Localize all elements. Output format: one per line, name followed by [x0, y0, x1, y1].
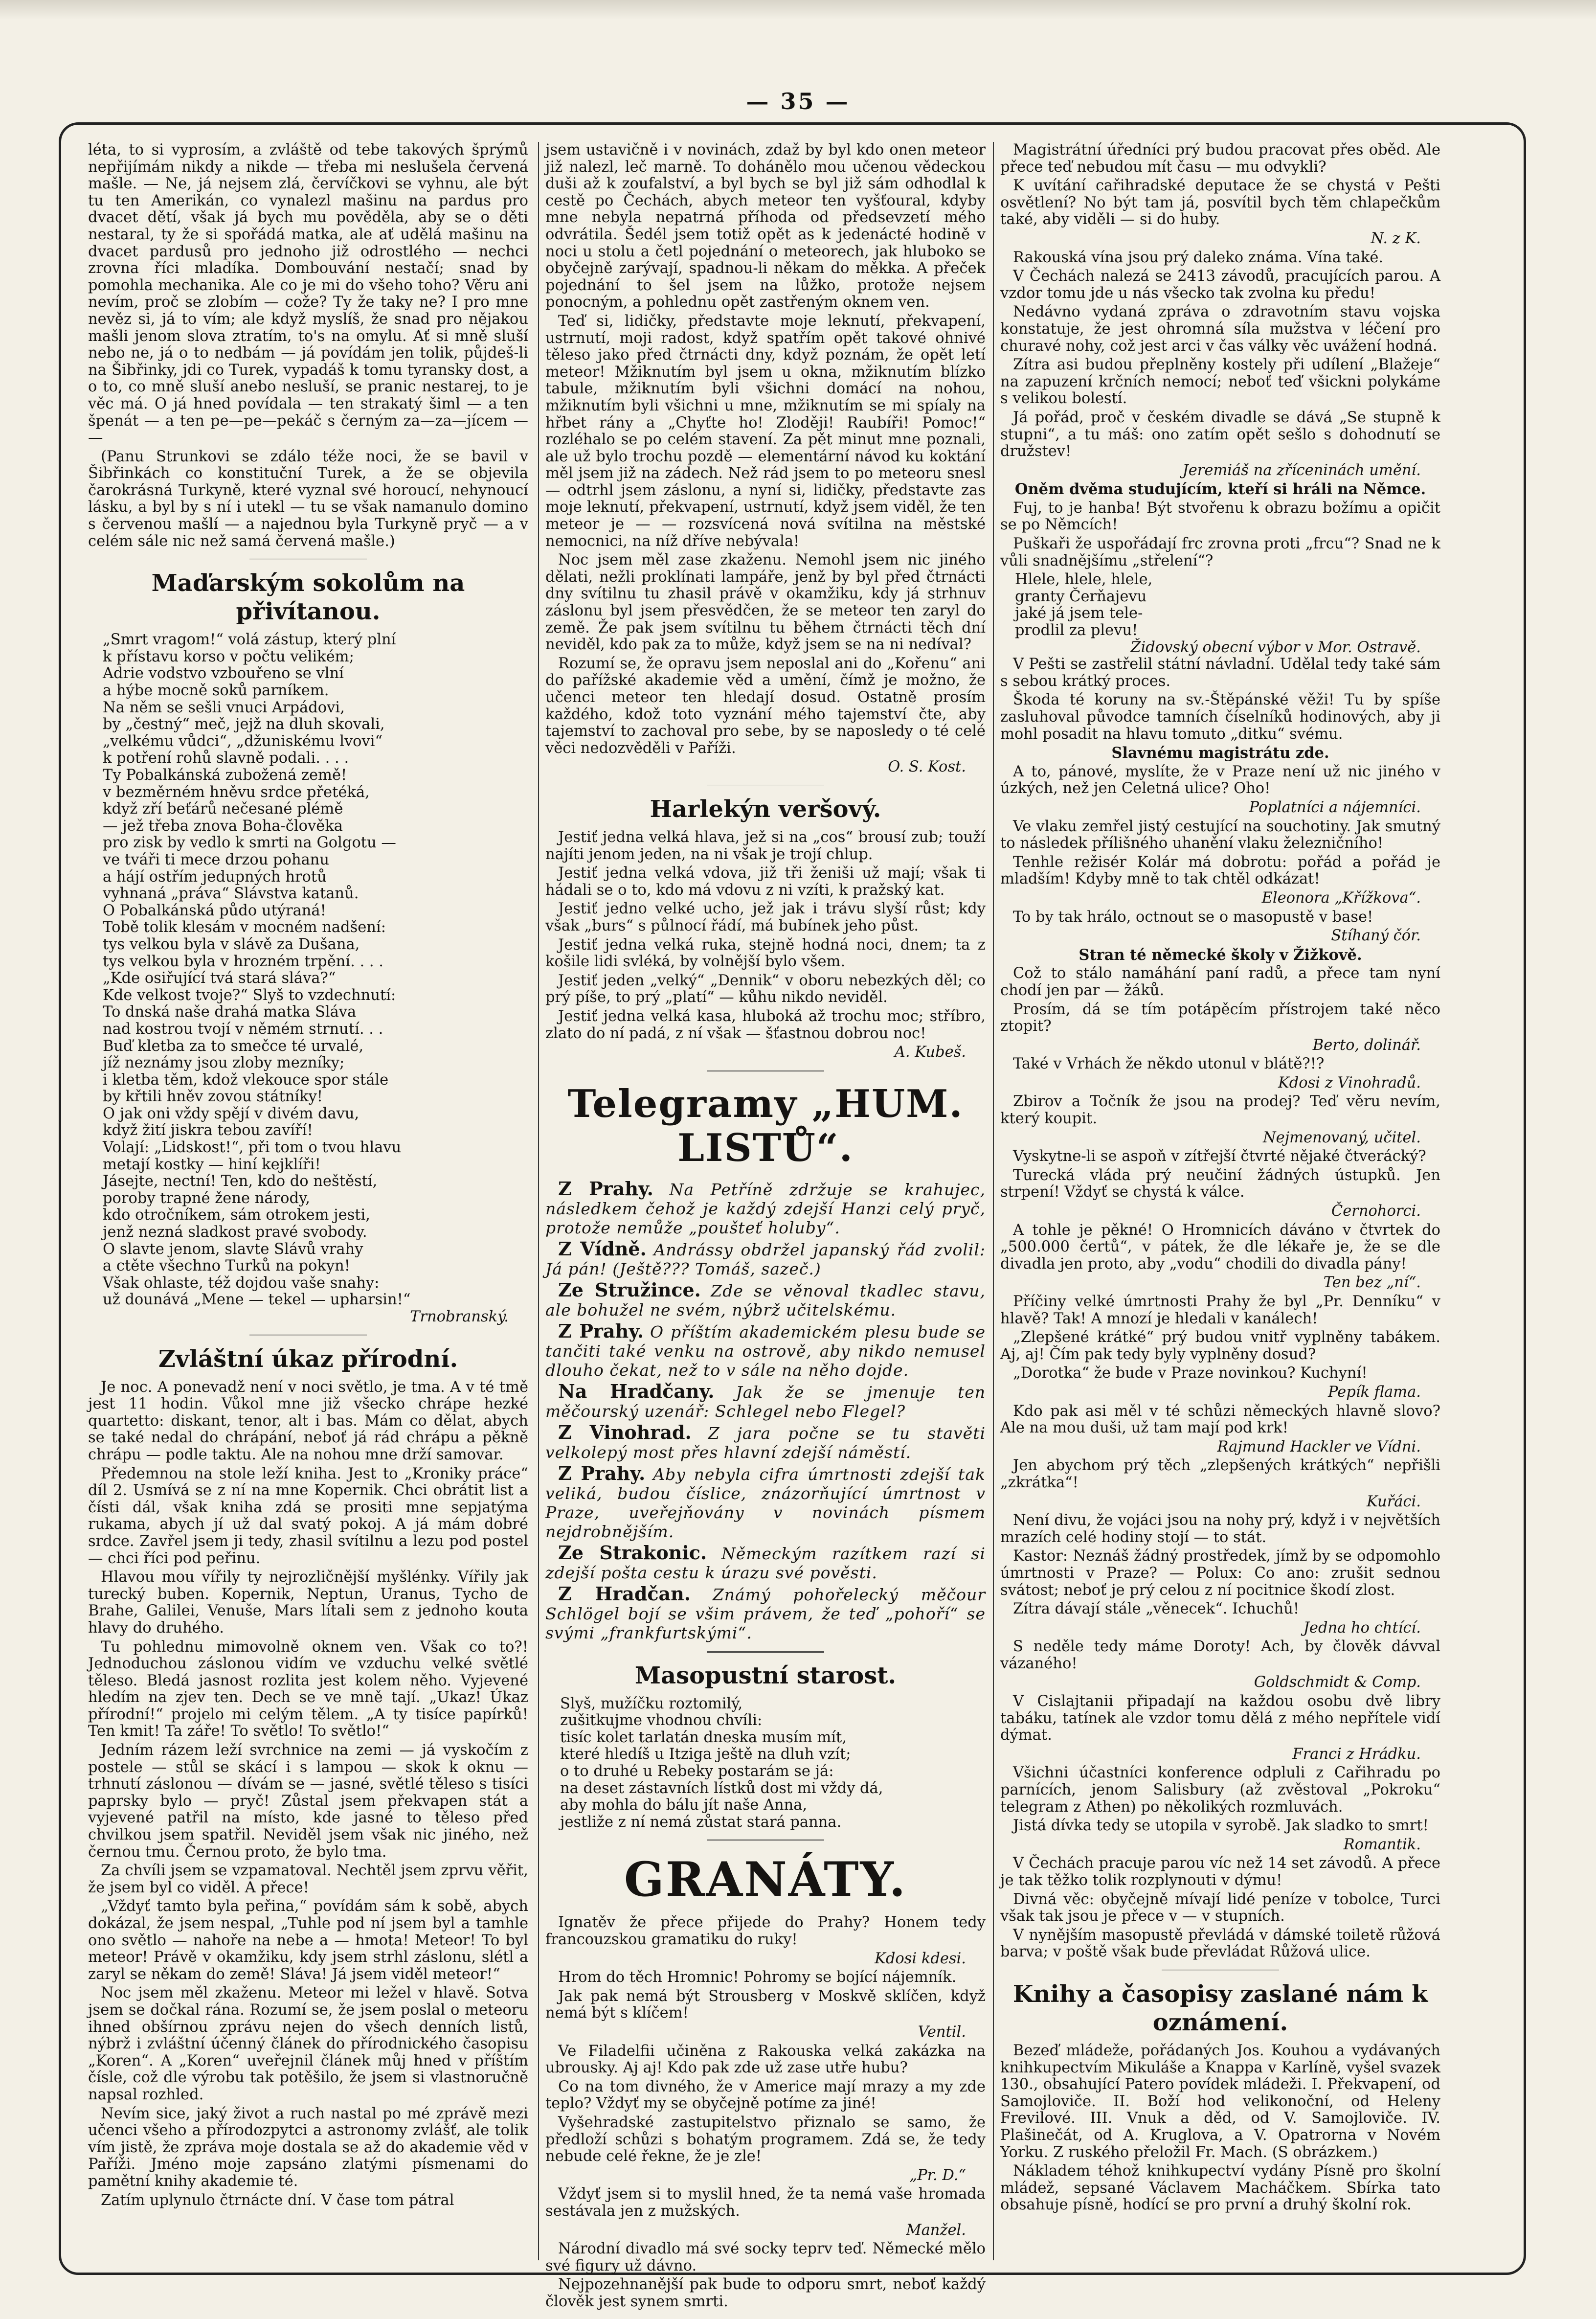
telegram-place: Z Prahy.	[558, 1462, 646, 1484]
article-text: Já pořád, proč v českém divadle se dává „Se stupně k stupni“, a tu máš: ono zatím opět sešlo s dohodnutí se družstev!	[1000, 409, 1440, 460]
column-divider	[538, 142, 539, 2260]
article-text: Vyskytne-li se aspoň v zítřejší čtvrté nějaké čtverácký?	[1013, 1148, 1426, 1165]
telegram-place: Z Prahy.	[558, 1319, 644, 1342]
article-text: Divná věc: obyčejně mívají lidé peníze v tobolce, Turci však tak jsou je přece v — v stupních.	[1000, 1890, 1440, 1925]
section-title: Harlekýn veršový.	[650, 795, 881, 823]
telegram-place: Z Vinohrad.	[558, 1421, 692, 1443]
article-text: A tohle je pěkné! O Hromnicích dáváno v čtvrtek do „500.000 čertů“, v pátek, že dle lékaře je, že se dle divadla jen proto, aby „vodu“ chodili do divadla pány!	[1000, 1221, 1440, 1273]
telegram-item	[545, 1543, 986, 1582]
verse-line: i kletba těm, kdož vlekouce spor stále	[103, 1071, 389, 1089]
article-text: Všichni účastníci konference odpluli z Cařihradu po parnících, jenom Salisbury (až zvěstoval „Pokroku“ telegram z Athen) po několikých rozmluvách.	[1000, 1764, 1440, 1816]
signature: Pepík flama.	[1328, 1383, 1421, 1401]
verse-line: tisíc kolet tarlatán dneska musím mít,	[560, 1728, 847, 1746]
verse-line: zušitkujme vhodnou chvíli:	[560, 1712, 763, 1729]
verse-line: a hýbe mocně soků parníkem.	[103, 682, 329, 700]
article-text: Hrom do těch Hromnic! Pohromy se bojící nájemník.	[558, 1969, 957, 1986]
verse-line: na deset zástavních lístků dost mi vždy dá,	[560, 1779, 883, 1797]
article-text: Nejpozehnanější pak bude to odporu smrt, neboť každý člověk jest synem smrti.	[545, 2276, 986, 2310]
verse-line: Volají: „Lidskost!“, při tom o tvou hlavu	[103, 1139, 402, 1157]
section-divider	[707, 1070, 824, 1071]
signature: Jeremiáš na zříceninách umění.	[1182, 461, 1421, 479]
telegram-text: Jak že se jmenuje ten měčourský uzenář: Schlegel nebo Flegel?	[545, 1382, 986, 1421]
signature: Romantik.	[1343, 1836, 1421, 1853]
article-text: V Čechách nalezá se 2413 závodů, pracujících parou. A vzdor tomu jde u nás všecko tak zvolna ku předu!	[1000, 268, 1440, 302]
epigram: Jestiť jedna velká vdova, již tři ženiši už mají; však ti hádali se o to, kdo má vdovu z ni vzíti, k pražský kat.	[545, 864, 986, 899]
signature: Poplatníci a nájemníci.	[1249, 798, 1421, 816]
telegram-item	[545, 1382, 986, 1421]
article-text: Za chvíli jsem se vzpamatoval. Nechtěl jsem zprvu věřit, že jsem byl co viděl. A přece!	[88, 1862, 528, 1896]
section-signature: A. Kubeš.	[894, 1044, 966, 1061]
epigram: Jestiť jeden „velký“ „Dennik“ v oboru nebezkých děl; co prý píše, to prý „platí“ — kůhu nikdo neviděl.	[545, 972, 986, 1006]
article-text: V nynějším masopustě převládá v dámské toiletě růžová barva; v poště však bude převládat Růžová ulice.	[1000, 1926, 1440, 1961]
article-text: Co na tom divného, že v Americe mají mrazy a my zde teplo? Vždyť my se obyčejně potíme za jiné!	[545, 2078, 986, 2113]
page-number: — 35 —	[746, 88, 850, 114]
article-text: V Čechách pracuje parou víc než 14 set závodů. A přece je tak těžko tolik rozplynouti v dýmu!	[1000, 1855, 1440, 1889]
article-text: Tu pohlednu mimovolně oknem ven. Však co to?! Jednoduchou záslonou vidím ve vzduchu velké světlé těleso. Bledá jasnost rozlita jest kolem něho. Vyjevené hledím na zjev ten. Dech se ve mně tají. „Ukaz! Úkaz přírodní!“ projelo mi celým tělem. „A ty tisíce papírků! Ten kmit! Ta záře! To světlo! To světlo!“	[88, 1638, 528, 1740]
verse-line: by křtili hněv zovou státníky!	[103, 1088, 323, 1106]
article-text: Zbirov a Točník že jsou na prodej? Teď věru nevím, který koupit.	[1000, 1093, 1440, 1128]
signature: Nejmenovaný, učitel.	[1262, 1129, 1421, 1146]
telegram-place: Z Hradčan.	[558, 1582, 691, 1605]
article-text: Není divu, že vojáci jsou na nohy prý, když i v největších mrazích celé hodiny stojí — to stát.	[1000, 1512, 1440, 1546]
verse-line: o to druhé u Rebeky postarám se já:	[560, 1763, 834, 1780]
section-divider	[707, 1840, 824, 1841]
epigram: Jestiť jedna velká ruka, stejně hodná noci, dnem; ta z košile lidi svléká, by volnější bylo všem.	[545, 936, 986, 971]
scan-edge	[0, 0, 1596, 20]
article-signature: O. S. Kost.	[888, 758, 966, 776]
verse-line: „Kde osiřující tvá stará sláva?“	[103, 970, 336, 987]
article-text: Zítra dávají stále „věnecek“. Ichuchů!	[1013, 1600, 1300, 1618]
section-title: Knihy a časopisy zaslané nám k oznámení.	[1012, 1980, 1428, 2036]
article-text: Noc jsem měl zase zkaženu. Nemohl jsem nic jiného dělati, nežli proklínati lampáře, jenž by byl před čtrnácti dny svítilnu tu zhasil právě v okamžiku, kdy já strhnuv záslonu byl jsem přesvědčen, že se meteor ten zaryl do země. Že pak jsem svítilnu tu během čtrnácti těch dní neviděl, kdo pak za to může, když jsem se na ni nedíval?	[545, 551, 986, 654]
verse-line: poroby trapné žene národy,	[103, 1189, 310, 1207]
article-text: jsem ustavičně i v novinách, zdaž by byl kdo onen meteor již nalezl, leč marně. To dohánělo mou učenou vědeckou duši až k zoufalství, a byl bych se byl již sám odhodlal k cestě po Čechách, abych meteor ten vyšťoural, kdyby mne nebyla nepatrná příhoda od předsevzetí mého odvrátila. Šedél jsem totiž opět as k jedenácté hodině v noci u stolu a četl pojednání o meteorech, jak hluboko se obyčejně zarývají, spadnou-li někam do měkka. A přeček pojednání to šel jsem na lůžko, protože nejsem ponocným, a pohlednu opět zastřeným oknem ven.	[545, 141, 986, 311]
verse-line: jaké já jsem tele-	[1015, 605, 1143, 622]
article-text: „Dorotka“ že bude v Praze novinkou? Kuchyní!	[1013, 1364, 1368, 1382]
verse-line: v bezměrném hněvu srdce přetéká,	[103, 783, 370, 801]
article-text: léta, to si vyprosím, a zvláště od tebe takových šprýmů nepřijímám nikdy a nikde — třeba mi neslušela červená mašle. — Ne, já nejsem zlá, červíčkovi se vyhnu, ale být tu ten Amerikán, co vynalezl mašinu na pardus pro dvacet dětí, však já bych mu pověděla, aby se o děti nestaral, ty že si spořádá matka, ale ať udělá mašinu na dvacet pardusů pro jednoho již odrostlého — nechci zrovna říci mladíka. Dombouvání nestačí; snad by pomohla mechanika. Ale co je mi do všeho toho? Věru ani nevím, proč se zlobím — cože? Ty že taky ne? I pro mne nevěz si, já to vím; ale když myslíš, že snad pro nějakou mašli jenom slova ztratím, to's na omylu. Ať si mně sluší nebo ne, já o to nedbám — já povídám jen tolik, půjdeš-li na Šibřinky, jdi co Turek, vypadáš k tomu tyransky dost, a o to, co mně sluší anebo nesluší, se pranic nestarej, to je věc má. O já hned povídala — ten strakatý šiml — a ten špenát — a ten pe—pe—pekáč s černým za—za—jícem — —	[88, 141, 528, 447]
signature: N. z K.	[1371, 229, 1421, 247]
telegram-text: Na Petříně zdržuje se krahujec, následkem čehož je každý zdejší Hanzi celý pryč, protože nemůže „poušteť holuby“.	[545, 1180, 986, 1237]
verse-line: nad kostrou tvojí v němém strnutí. . .	[103, 1020, 383, 1038]
verse-line: Však ohlaste, též dojdou vaše snahy:	[103, 1274, 380, 1292]
column-divider	[993, 142, 994, 2260]
verse-line: pro zisk by vedlo k smrti na Golgotu —	[103, 834, 396, 852]
verse-line: Na něm se sešli vnuci Arpádovi,	[103, 699, 345, 716]
article-text: Ve Filadelfii učiněna z Rakouska velká zakázka na ubrousky. Aj aj! Kdo pak zde už zase utře hubu?	[545, 2042, 986, 2077]
verse-line: „velkému vůdci“, „džuniskému lvovi“	[103, 732, 383, 750]
telegram-text: O příštím akademickém plesu bude se tančiti také venku na ostrově, aby nikdo nemusel dlouho čekat, než to v sále na něho dojde.	[545, 1322, 986, 1380]
article-text: Což to stálo namáhání paní radů, a přece tam nyní chodí jen par — žáků.	[1000, 965, 1440, 999]
verse-line: To dnská naše drahá matka Sláva	[103, 1003, 357, 1021]
article-text: „Zlepšené krátké“ prý budou vnitř vyplněny tabákem. Aj, aj! Čím pak tedy byly vyplněny dosud?	[1000, 1329, 1440, 1363]
signature: Eleonora „Křížkova“.	[1261, 889, 1421, 907]
verse-line: kdo otročníkem, sám otrokem jesti,	[103, 1206, 370, 1224]
article-text: Ignatěv že přece přijede do Prahy? Honem tedy francouzskou gramatiku do ruky!	[545, 1914, 986, 1949]
article-text: Noc jsem měl zkaženu. Meteor mi ležel v hlavě. Sotva jsem se dočkal rána. Rozumí se, že jsem poslal o meteoru ihned obšírnou zprávu nejen do všech denních listů, nýbrž i zvláštní účenný článek do přírodnického časopisu „Koren“. A „Koren“ uveřejnil článek můj hned v příštím čísle, což dle výrobu tak potěšilo, že jsem si vlastnoručně napsal rozhled.	[88, 1984, 528, 2103]
article-text: A to, pánové, myslíte, že v Praze není už nic jiného v úzkých, než jen Celetná ulice? Oho!	[1000, 763, 1440, 797]
verse-line: k přístavu korso v počtu velikém;	[103, 648, 354, 665]
column-1	[88, 142, 528, 2260]
verse-line: jestliže z ní nemá zůstat stará panna.	[560, 1813, 842, 1831]
article-text: Škoda té koruny na sv.-Štěpánské věži! Tu by spíše zasluhoval původce tamních číselníků hodinových, aby ji mohl posadit na hlavu tomuto „ditku“ svému.	[1000, 691, 1440, 743]
article-text: Jistá dívka tedy se utopila v syrobě. Jak sladko to smrt!	[1013, 1817, 1429, 1835]
article-text: V Cislajtanii připadají na každou osobu dvě libry tabáku, tatínek ale vzdor tomu dělá z mého nepřítele vidí dýmat.	[1000, 1693, 1440, 1744]
article-text: To by tak hrálo, octnout se o masopustě v base!	[1013, 908, 1373, 926]
column-3	[1000, 142, 1440, 2260]
verse-line: Tobě tolik klesám v mocném nadšení:	[103, 919, 386, 936]
article-text: Jen abychom prý těch „zlepšených krátkých“ nepřišli „zkrátka“!	[1000, 1457, 1440, 1491]
telegram-item	[545, 1321, 986, 1380]
column-2	[545, 141, 986, 2310]
verse-line: metají kostky — hiní kejklíři!	[103, 1156, 321, 1173]
section-divider	[1162, 1970, 1279, 1971]
verse-line: prodlil za plevu!	[1015, 622, 1138, 639]
section-title-granaty: GRANÁTY.	[624, 1852, 907, 1908]
signature: Jedna ho chtící.	[1303, 1619, 1421, 1637]
poem-body	[545, 1696, 986, 1831]
article-text: Prosím, dá se tím potápěcím přístrojem také něco ztopit?	[1000, 1000, 1440, 1035]
article-text: „Vždyť tamto byla peřina,“ povídám sám k sobě, abych dokázal, že jsem nespal, „Tuhle pod ní jsem byl a tamhle ono světlo — nahoře na nebe a — hmota! Meteor! To byl meteor! Právě v okamžiku, kdy jsem strhl záslonu, slétl a zaryl se někam do země! Sláva! Já jsem viděl meteor!“	[88, 1898, 528, 1983]
poem-title: Maďarským sokolům na přivítanou.	[151, 569, 465, 626]
verse-line: tys velkou byla v hrozném trpění. . . .	[103, 953, 384, 970]
signature: Berto, dolinář.	[1312, 1036, 1421, 1054]
verse-line: — jež třeba znova Boha-člověka	[103, 817, 343, 835]
article-text: Příčiny velké úmrtnosti Prahy že byl „Pr. Denníku“ v hlavě? Tak! A mnozí je hledali v kanálech!	[1000, 1293, 1440, 1327]
telegram-text: Andrássy obdržel japanský řád zvolil: Já pán! (Ještě??? Tomáš, sazeč.)	[545, 1240, 986, 1278]
subheading: Oněm dvěma studujícím, kteří si hráli na Němce.	[1014, 480, 1426, 499]
section-divider	[707, 1651, 824, 1653]
verse-line: a ctěte všechno Turků na pokyn!	[103, 1257, 351, 1275]
telegram-place: Ze Stružince.	[558, 1278, 701, 1301]
verse-line: už dounává „Mene — tekel — upharsin!“	[103, 1291, 411, 1309]
subheading: Slavnému magistrátu zde.	[1111, 744, 1329, 762]
telegram-place: Z Vídně.	[558, 1237, 647, 1260]
article-text: Také v Vrhách že někdo utonul v blátě?!?	[1013, 1055, 1325, 1073]
verse-line: O slavte jenom, slavte Slávů vrahy	[103, 1240, 363, 1258]
article-title: Zvláštní úkaz přírodní.	[158, 1345, 458, 1373]
telegram-text: Zde se věnoval tkadlec stavu, ale bohužel ne svém, nýbrž učitelskému.	[545, 1281, 986, 1319]
verse-line: granty Čerňajevu	[1015, 588, 1147, 605]
telegram-place: Na Hradčany.	[558, 1380, 715, 1402]
telegram-item	[545, 1179, 986, 1237]
article-text: Rakouská vína jsou prý daleko známa. Vína také.	[1013, 249, 1384, 266]
article-text: Fuj, to je hanba! Být stvořenu k obrazu božímu a opičit se po Němcích!	[1000, 499, 1440, 534]
poem-title: Masopustní starost.	[634, 1661, 897, 1689]
signature: Manžel.	[906, 2221, 966, 2239]
verse-line: Hlele, hlele, hlele,	[1015, 571, 1153, 589]
verse-signature: Židovský obecní výbor v Mor. Ostravě.	[1130, 638, 1421, 656]
telegram-item	[545, 1280, 986, 1319]
telegram-text: Německým razítkem razí si zdejší pošta cestu k úrazu své pověsti.	[545, 1544, 986, 1582]
signature: Kuřáci.	[1366, 1493, 1421, 1510]
signature: Černohorci.	[1331, 1203, 1421, 1220]
section-divider	[249, 559, 367, 560]
verse-line: ve tváři ti mece drzou pohanu	[103, 851, 330, 868]
article-text: S neděle tedy máme Doroty! Ach, by člověk dávval vázaného!	[1000, 1638, 1440, 1672]
verse-line: Kde velkost tvoje?“ Slyš to vzdechnutí:	[103, 986, 396, 1004]
article-text: Kastor: Neznáš žádný prostředek, jímž by se odpomohlo úmrtnosti v Praze? — Polux: Co ano: zrušit sednou svátost; neboť je prý celou z ní pocitnice škodí zlost.	[1000, 1547, 1440, 1599]
verse-line: O jak oni vždy spějí v divém davu,	[103, 1105, 360, 1122]
verse-line: Buď kletba za to smečce té urvalé,	[103, 1037, 364, 1055]
subheading: Stran té německé školy v Žižkově.	[1079, 946, 1362, 964]
verse-line: Adrie vodstvo vzbouřeno se vlní	[103, 665, 344, 682]
verse-line: když zří beťárů nečesané plémě	[103, 800, 343, 818]
article-text: K uvítání cařihradské deputace že se chystá v Pešti osvětlení? No být tam já, posvítil bych těm chlapečkům také, aby viděli — si do huby.	[1000, 177, 1440, 228]
article-text: Rozumí se, že opravu jsem neposlal ani do „Kořenu“ ani do pařížské akademie věd a umění, čímž je možno, že učenci meteor ten hledají dosud. Ostatně prosím každého, kdož toto vyznání mého tajemství čte, aby tajemství to zachoval pro sebe, by se naposledy o té celé věci nedozvěděli v Paříži.	[545, 655, 986, 757]
signature: Ten bez „ní“.	[1323, 1274, 1421, 1292]
article-text: Ve vlaku zemřel jistý cestující na souchotiny. Jak smutný to následek přílišného uhanění vlaku železničního!	[1000, 818, 1440, 852]
verse-line: které hledíš u Itziga ještě na dluh vzít;	[560, 1746, 851, 1763]
article-text: Bezeď mládeže, pořádaných Jos. Kouhou a vydávaných knihkupectvím Mikuláše a Knappa v Karlíně, vyšel svazek 130., obsahující Patero povídek mládeži. I. Překvapení, od Samojloviče. II. Boží hod velikonoční, od Heleny Frevilové. III. Vnuk a děd, od V. Samojloviče. IV. Plašinečát, od A. Kruglova, a V. Opatrorna v Novém Yorku. Z ruského přeložil Fr. Mach. (S obrázkem.)	[1000, 2042, 1440, 2161]
article-text: (Panu Strunkovi se zdálo téže noci, že se bavil v Šibřinkách co konstituční Turek, a že se objevila čarokrásná Turkyně, které vyznal své horoucí, nehynoucí lásku, a byl by s ní i utekl — tu se však namanulo domino s červenou mašlí — a najednou byla Turkyně pryč — a v celém sále nic než samá červená mašle.)	[88, 448, 528, 550]
verse-line: Ty Pobalkánská zubožená země!	[103, 767, 347, 784]
signature: Franci z Hrádku.	[1292, 1745, 1421, 1763]
article-text: Jak pak nemá být Strousberg v Moskvě sklíčen, když nemá být s klíčem!	[545, 1987, 986, 2022]
signature: Kdosi kdesi.	[875, 1950, 966, 1967]
article-text: Zítra asi budou přeplněny kostely při udílení „Blažeje“ na zapuzení krčních nemocí; neboť teď všickni polykáme s velikou bolestí.	[1000, 356, 1440, 408]
article-text: Kdo pak asi měl v té schůzi německých hlavně slovo? Ale na mou duši, už tam mají pod krk!	[1000, 1402, 1440, 1437]
article-text: Vyšehradské zastupitelstvo přiznalo se samo, že předloží schůzi s bohatým programem. Zdá se, že tedy nebude celé řekne, že je zle!	[545, 2114, 986, 2165]
verse-line: Jásejte, nectní! Ten, kdo do neštěstí,	[103, 1173, 378, 1190]
telegram-place: Ze Strakonic.	[558, 1541, 707, 1564]
telegram-text: Z jara počne se tu stavěti velkolepý most přes hlavní zdejší náměstí.	[545, 1423, 986, 1462]
article-text: Jedním rázem leží svrchnice na zemi — já vyskočím z postele — stůl se skácí i s lampou — skok k oknu — trhnutí záslonou — dívám se — jasné, světlé těleso s tisíci paprsky bylo — pryč! Zůstal jsem překvapen stát a vyjevené patřil na místo, kde jasné to těleso před chvilkou jsem spatřil. Neviděl jsem však nic jiného, než černou tmu. Černou proto, že bylo tma.	[88, 1742, 528, 1861]
verse-line: k potření rohů slavně podali. . . .	[103, 750, 349, 767]
epigram: Jestiť jedna velká kasa, hluboká až trochu moc; stříbro, zlato do ní padá, z ní však — šťastnou dobrou noc!	[545, 1007, 986, 1042]
verse-line: vyhnaná „práva“ Slávstva katanů.	[103, 885, 359, 903]
article-text: Teď si, lidičky, představte moje leknutí, překvapení, ustrnutí, moji radost, když spatřím opět takové ohnivé těleso jako před čtrnácti dny, když poznám, že opět letí meteor! Mžiknutím byl jsem u okna, mžiknutím blízko tabule, mžiknutím byli všichni domácí na nohou, mžiknutím byli všichni u mne, mžiknutím se mi spíaly na hřbet rány a „Chyťte ho! Zloději! Raubíři! Pomoc!“ rozléhalo se po celém stavení. Za pět minut mne poznali, ale už bylo trochu pozdě — elementární návod ku koktání měl jsem již na zádech. Než rád jsem to po meteoru snesl — odtrhl jsem záslonu, a nyní si, lidičky, představte zas moje leknutí, překvapení, ustrnutí, když jsem viděl, že ten meteor je — — rozsvícená nová svítilna na městské nemocnici, na níž dříve nebývala!	[545, 312, 986, 550]
article-text: Tenhle režisér Kolár má dobrotu: pořád a pořád je mladším! Kdyby mně to tak chtěl odkázat!	[1000, 853, 1440, 888]
verse-line: tys velkou byla v slávě za Dušana,	[103, 935, 360, 953]
poem-body	[88, 632, 528, 1309]
signature: Stíhaný čór.	[1331, 927, 1421, 945]
verse-block	[1000, 571, 1440, 656]
verse-line: Slyš, mužíčku roztomilý,	[560, 1695, 743, 1712]
article-text: Magistrátní úředníci prý budou pracovat přes oběd. Ale přece teď nebudou mít času — mu odvykli?	[1000, 141, 1440, 176]
telegram-item	[545, 1423, 986, 1462]
article-text: Turecká vláda prý neučiní žádných ústupků. Jen strpení! Vždyť se chystá k válce.	[1000, 1166, 1440, 1201]
telegram-item	[545, 1239, 986, 1278]
telegram-text: Aby nebyla cifra úmrtnosti zdejší tak veliká, budou číslice, znázorňující úmrtnost v Praze, uveřejňovány v novinách písmem nejdrobnějším.	[545, 1464, 986, 1541]
telegram-section-title: Telegramy „HUM. LISTŮ“.	[567, 1081, 964, 1170]
telegram-item	[545, 1464, 986, 1541]
article-text: Hlavou mou vířily ty nejrozličnější myšlénky. Vířily jak turecký buben. Kopernik, Neptun, Uranus, Tycho de Brahe, Galilei, Venuše, Mars lítali sem z jednoho kouta hlavy do druhého.	[88, 1569, 528, 1637]
article-text: Je noc. A ponevadž není v noci světlo, je tma. A v té tmě jest 11 hodin. Vůkol mne již všecko chrápe hezké quartetto: diskant, tenor, alt i bas. Mám co dělat, abych se také nedal do chrápání, neboť já rád chrápu a pěkně chrápu — podle taktu. Ale na nohou mne drží samovar.	[88, 1378, 528, 1463]
article-text: V Pešti se zastřelil státní návladní. Udělal tedy také sám s sebou krátký proces.	[1000, 656, 1440, 690]
article-text: Nedávno vydaná zpráva o zdravotním stavu vojska konstatuje, že jest ohromná síla mužstva v léčení pro churavé nohy, což jest arci v čas války věc uvážení hodná.	[1000, 303, 1440, 355]
article-text: Zatím uplynulo čtrnácte dní. V čase tom pátral	[101, 2191, 454, 2209]
telegram-text: Známý pohořelecký měčour Schlögel bojí se všim právem, že teď „pohoří“ se svými „frankfurtskými“.	[545, 1585, 986, 1642]
section-divider	[249, 1335, 367, 1336]
telegram-item	[545, 1584, 986, 1642]
signature: Ventil.	[918, 2023, 966, 2041]
verse-line: jíž neznámy jsou zloby mezníky;	[103, 1054, 345, 1072]
signature: Rajmund Hackler ve Vídni.	[1217, 1438, 1421, 1455]
verse-line: aby mohla do bálu jít naše Anna,	[560, 1796, 808, 1814]
verse-line: když žití jiskra tebou zavíří!	[103, 1122, 313, 1139]
signature: „Pr. D.“	[909, 2166, 966, 2184]
verse-line: „Smrt vragom!“ volá zástup, který plní	[103, 631, 396, 649]
verse-line: by „čestný“ meč, jejž na dluh skovali,	[103, 716, 385, 733]
article-text: Puškaři že uspořádají frc zrovna proti „frcu“? Snad ne k vůli snadnějšímu „střelení“?	[1000, 535, 1440, 569]
signature: Goldschmidt & Comp.	[1254, 1674, 1421, 1691]
poem-signature: Trnobranský.	[410, 1308, 509, 1325]
section-divider	[707, 785, 824, 786]
article-text: Národní divadlo má své socky teprv teď. Německé mělo své figury už dávno.	[545, 2240, 986, 2274]
article-text: Nákladem téhož knihkupectví vydány Písně pro školní mládež, sepsané Václavem Macháčkem. Sbírka tato obsahuje písně, hodící se pro první a druhý školní rok.	[1000, 2162, 1440, 2214]
verse-line: a hájí ostřím jedupných hrotů	[103, 868, 327, 886]
signature: Kdosi z Vinohradů.	[1278, 1074, 1421, 1091]
epigram: Jestiť jedno velké ucho, jež jak i trávu slyší růst; kdy však „burs“ s půlnocí řádí, má bubínek jeho půst.	[545, 900, 986, 934]
article-text: Nevím sice, jaký život a ruch nastal po mé zprávě mezi učenci všeho a přírodozpytci a astronomy zvlášť, ale tolik vím jistě, že zpráva moje dostala se až do akademie věd v Paříži. Jméno moje zapsáno zlatými písmenami do pamětní knihy akademie té.	[88, 2105, 528, 2190]
verse-line: jenž nezná sladkost pravé svobody.	[103, 1224, 367, 1241]
verse-line: O Pobalkánská půdo utýraná!	[103, 902, 326, 919]
article-text: Předemnou na stole leží kniha. Jest to „Kroniky práce“ díl 2. Usmívá se z ní na mne Kopernik. Chci obrátit list a čísti dál, však kniha zdá se prositi mne sepjatýma rukama, abych jí už dal svatý pokoj. A já mám dobré srdce. Zavřel jsem ji tedy, zhasil svítilnu a lezu pod postel — chci říci pod peřinu.	[88, 1465, 528, 1567]
epigram: Jestiť jedna velká hlava, jež si na „cos“ brousí zub; touží najíti jenom jeden, na ni však je trojí chlup.	[545, 828, 986, 863]
telegram-place: Z Prahy.	[558, 1177, 653, 1200]
article-text: Vždyť jsem si to myslil hned, že ta nemá vaše hromada sestávala jen z mužských.	[545, 2185, 986, 2220]
